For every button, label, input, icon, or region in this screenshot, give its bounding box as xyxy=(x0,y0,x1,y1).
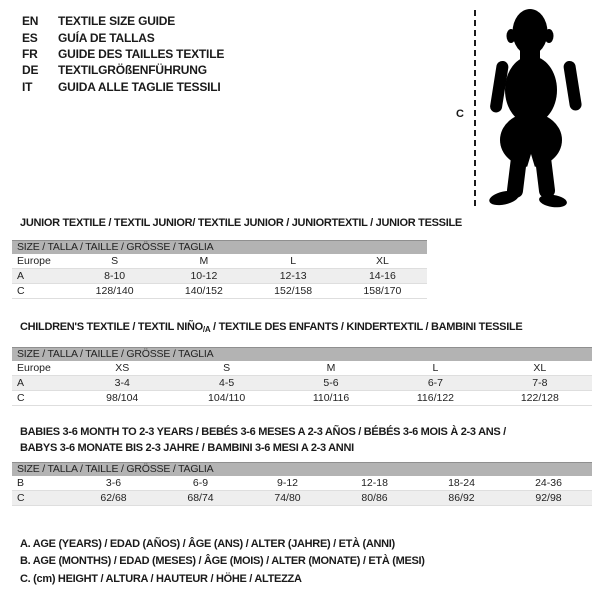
table-row-c xyxy=(12,391,592,406)
table-cell: 6-7 xyxy=(427,377,444,389)
row-label: B xyxy=(17,477,25,489)
table-cell: 104/110 xyxy=(208,392,246,404)
language-row-it xyxy=(22,79,224,95)
language-code: FR xyxy=(22,46,38,61)
table-cell: XS xyxy=(115,362,130,374)
table-row-c xyxy=(12,284,427,299)
table-cell: 12-13 xyxy=(279,270,307,282)
table-cell: 9-12 xyxy=(276,477,298,489)
table-cell: 62/68 xyxy=(100,492,127,504)
language-code: DE xyxy=(22,63,39,78)
language-row-es xyxy=(22,29,224,45)
row-label: A xyxy=(17,270,25,282)
table-cell: L xyxy=(432,362,439,374)
table-cell: 14-16 xyxy=(368,270,396,282)
height-measure-label: C xyxy=(456,108,464,120)
size-table-babies xyxy=(12,462,592,506)
language-label: TEXTILE SIZE GUIDE xyxy=(58,14,176,29)
table-cell: 128/140 xyxy=(95,285,134,297)
table-cell: 3-4 xyxy=(114,377,130,389)
legend-line-c: C. (cm) HEIGHT / ALTURA / HAUTEUR / HÖHE / ALTEZZA xyxy=(20,572,302,585)
table-cell: 6-9 xyxy=(192,477,209,489)
table-cell: 7-8 xyxy=(532,377,548,389)
table-row-europe xyxy=(12,254,427,269)
section-title-junior: JUNIOR TEXTILE / TEXTIL JUNIOR/ TEXTILE JUNIOR / JUNIORTEXTIL / JUNIOR TESSILE xyxy=(20,217,462,229)
row-label: Europe xyxy=(17,255,51,267)
table-row-europe xyxy=(12,361,592,376)
section-title-line2: BABYS 3-6 MONATE BIS 2-3 JAHRE / BAMBINI 3-6 MESI A 2-3 ANNI xyxy=(20,442,354,454)
table-cell: 152/158 xyxy=(274,285,313,297)
section-title-subscript: /A xyxy=(202,325,211,334)
table-cell: XL xyxy=(533,362,547,374)
table-header-row: SIZE / TALLA / TAILLE / GRÖSSE / TAGLIA xyxy=(12,462,592,476)
table-cell: 116/122 xyxy=(416,392,455,404)
table-cell: L xyxy=(290,255,297,267)
table-cell: 110/116 xyxy=(312,392,350,404)
section-title-part: / TEXTILE DES ENFANTS / KINDERTEXTIL / BAMBINI TESSILE xyxy=(210,321,523,333)
table-row-c xyxy=(12,491,592,506)
table-cell: XL xyxy=(375,255,389,267)
height-measure-line xyxy=(474,10,476,206)
table-cell: 86/92 xyxy=(448,492,475,504)
table-cell: 24-36 xyxy=(535,477,562,489)
language-label: GUIDA ALLE TAGLIE TESSILI xyxy=(58,79,221,94)
table-cell: 68/74 xyxy=(187,492,214,504)
size-table-junior xyxy=(12,240,427,299)
table-cell: 4-5 xyxy=(219,377,235,389)
language-code: IT xyxy=(22,79,33,94)
table-cell: M xyxy=(326,362,336,374)
table-cell: M xyxy=(199,255,209,267)
table-header-row: SIZE / TALLA / TAILLE / GRÖSSE / TAGLIA xyxy=(12,240,427,254)
table-cell: 18-24 xyxy=(448,477,475,489)
table-cell: 10-12 xyxy=(190,270,218,282)
table-cell: 3-6 xyxy=(105,477,122,489)
legend-line-a: A. AGE (YEARS) / EDAD (AÑOS) / ÂGE (ANS) / ALTER (JAHRE) / ETÀ (ANNI) xyxy=(20,538,395,550)
language-row-de xyxy=(22,62,224,78)
language-row-en xyxy=(22,13,224,29)
table-cell: 122/128 xyxy=(520,392,559,404)
row-label: C xyxy=(17,285,25,297)
language-code: EN xyxy=(22,14,39,29)
table-cell: 98/104 xyxy=(106,392,139,404)
table-cell: 12-18 xyxy=(361,477,388,489)
table-cell: 140/152 xyxy=(184,285,223,297)
section-title-babies xyxy=(20,424,506,456)
language-label: GUÍA DE TALLAS xyxy=(58,30,155,45)
section-title-line1: BABIES 3-6 MONTH TO 2-3 YEARS / BEBÉS 3-6 MESES A 2-3 AÑOS / BÉBÉS 3-6 MOIS À 2-3 ANS / xyxy=(20,426,506,438)
language-list xyxy=(22,13,224,95)
language-label: TEXTILGRÖßENFÜHRUNG xyxy=(58,63,207,78)
row-label: A xyxy=(17,377,25,389)
table-cell: 8-10 xyxy=(104,270,126,282)
baby-silhouette-icon xyxy=(480,6,592,208)
row-label: C xyxy=(17,492,25,504)
legend-line-b: B. AGE (MONTHS) / EDAD (MESES) / ÂGE (MOIS) / ALTER (MONATE) / ETÀ (MESI) xyxy=(20,555,425,568)
table-cell: 74/80 xyxy=(274,492,301,504)
row-label: Europe xyxy=(17,362,51,374)
table-cell: 80/86 xyxy=(361,492,388,504)
table-header-row: SIZE / TALLA / TAILLE / GRÖSSE / TAGLIA xyxy=(12,347,592,361)
table-cell: 158/170 xyxy=(363,285,402,297)
section-title-part: CHILDREN'S TEXTILE / TEXTIL NIÑO xyxy=(20,321,203,333)
table-row-a xyxy=(12,376,592,391)
table-row-b xyxy=(12,476,592,491)
table-cell: S xyxy=(223,362,231,374)
legend xyxy=(20,536,425,588)
language-label: GUIDE DES TAILLES TEXTILE xyxy=(58,46,225,61)
row-label: C xyxy=(17,392,25,404)
size-table-children xyxy=(12,347,592,406)
language-code: ES xyxy=(22,30,38,45)
language-row-fr xyxy=(22,46,224,62)
section-title-children xyxy=(20,321,522,334)
table-cell: 5-6 xyxy=(323,377,339,389)
table-row-a xyxy=(12,269,427,284)
table-cell: 92/98 xyxy=(535,492,562,504)
table-cell: S xyxy=(111,255,119,267)
